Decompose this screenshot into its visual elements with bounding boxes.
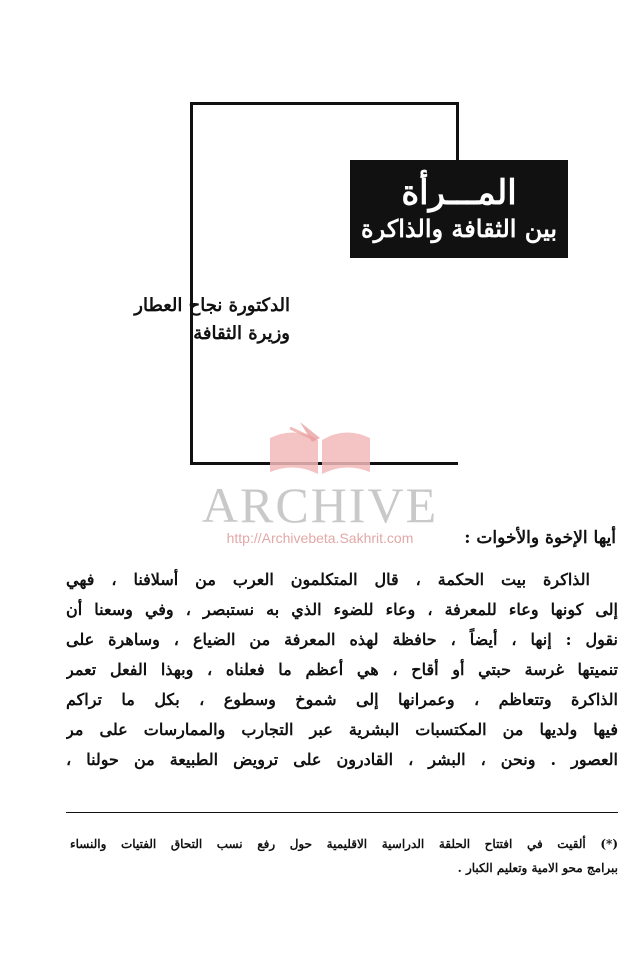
body-line: الذاكرة وتتعاظم ، وعمرانها إلى شموخ وسطوع ، بكل ما تراكم — [66, 690, 618, 709]
frame-top-border — [190, 102, 458, 105]
frame-left-border — [190, 102, 193, 464]
watermark-text: ARCHIVE — [201, 477, 439, 533]
body-line: تنميتها غرسة حبتي أو أقاح ، هي أعظم ما فعلناه ، وبهذا الفعل تعمر — [66, 660, 618, 679]
footnote-divider — [66, 812, 618, 813]
body-line: العصور . ونحن ، البشر ، القادرون على ترويض الطبيعة من حولنا ، — [66, 750, 618, 769]
body-paragraph — [66, 565, 618, 775]
body-line: إلى كونها وعاء للمعرفة ، وعاء للضوء الذي به نستبصر ، وفي وسعنا أن — [66, 600, 618, 619]
frame-right-border — [456, 102, 459, 162]
footnote-line: ببرامج محو الامية وتعليم الكبار . — [457, 861, 618, 875]
article-subtitle: بين الثقافة والذاكرة — [361, 214, 557, 243]
title-box — [350, 160, 568, 258]
author-block — [130, 292, 290, 348]
footnote-line: (*) ألقيت في افتتاح الحلقة الدراسية الاقليمية حول رفع نسب التحاق الفتيات والنساء — [70, 837, 618, 851]
open-book-icon — [260, 418, 380, 478]
footnote — [70, 832, 618, 880]
body-line: الذاكرة بيت الحكمة ، قال المتكلمون العرب من أسلافنا ، فهي — [66, 570, 590, 589]
watermark-url: http://Archivebeta.Sakhrit.com — [226, 530, 414, 546]
author-role: وزيرة الثقافة — [193, 323, 290, 344]
greeting-heading: أيها الإخوة والأخوات : — [464, 528, 616, 548]
author-name: الدكتورة نجاح العطار — [134, 295, 290, 316]
body-line: فيها ولديها من المكتسبات البشرية عبر التجارب والممارسات على مر — [66, 720, 618, 739]
body-line: نقول : إنها ، أيضاً ، حافظة لهذه المعرفة من الضياع ، وساهرة على — [66, 630, 618, 649]
article-title: المـــرأة — [401, 173, 517, 213]
